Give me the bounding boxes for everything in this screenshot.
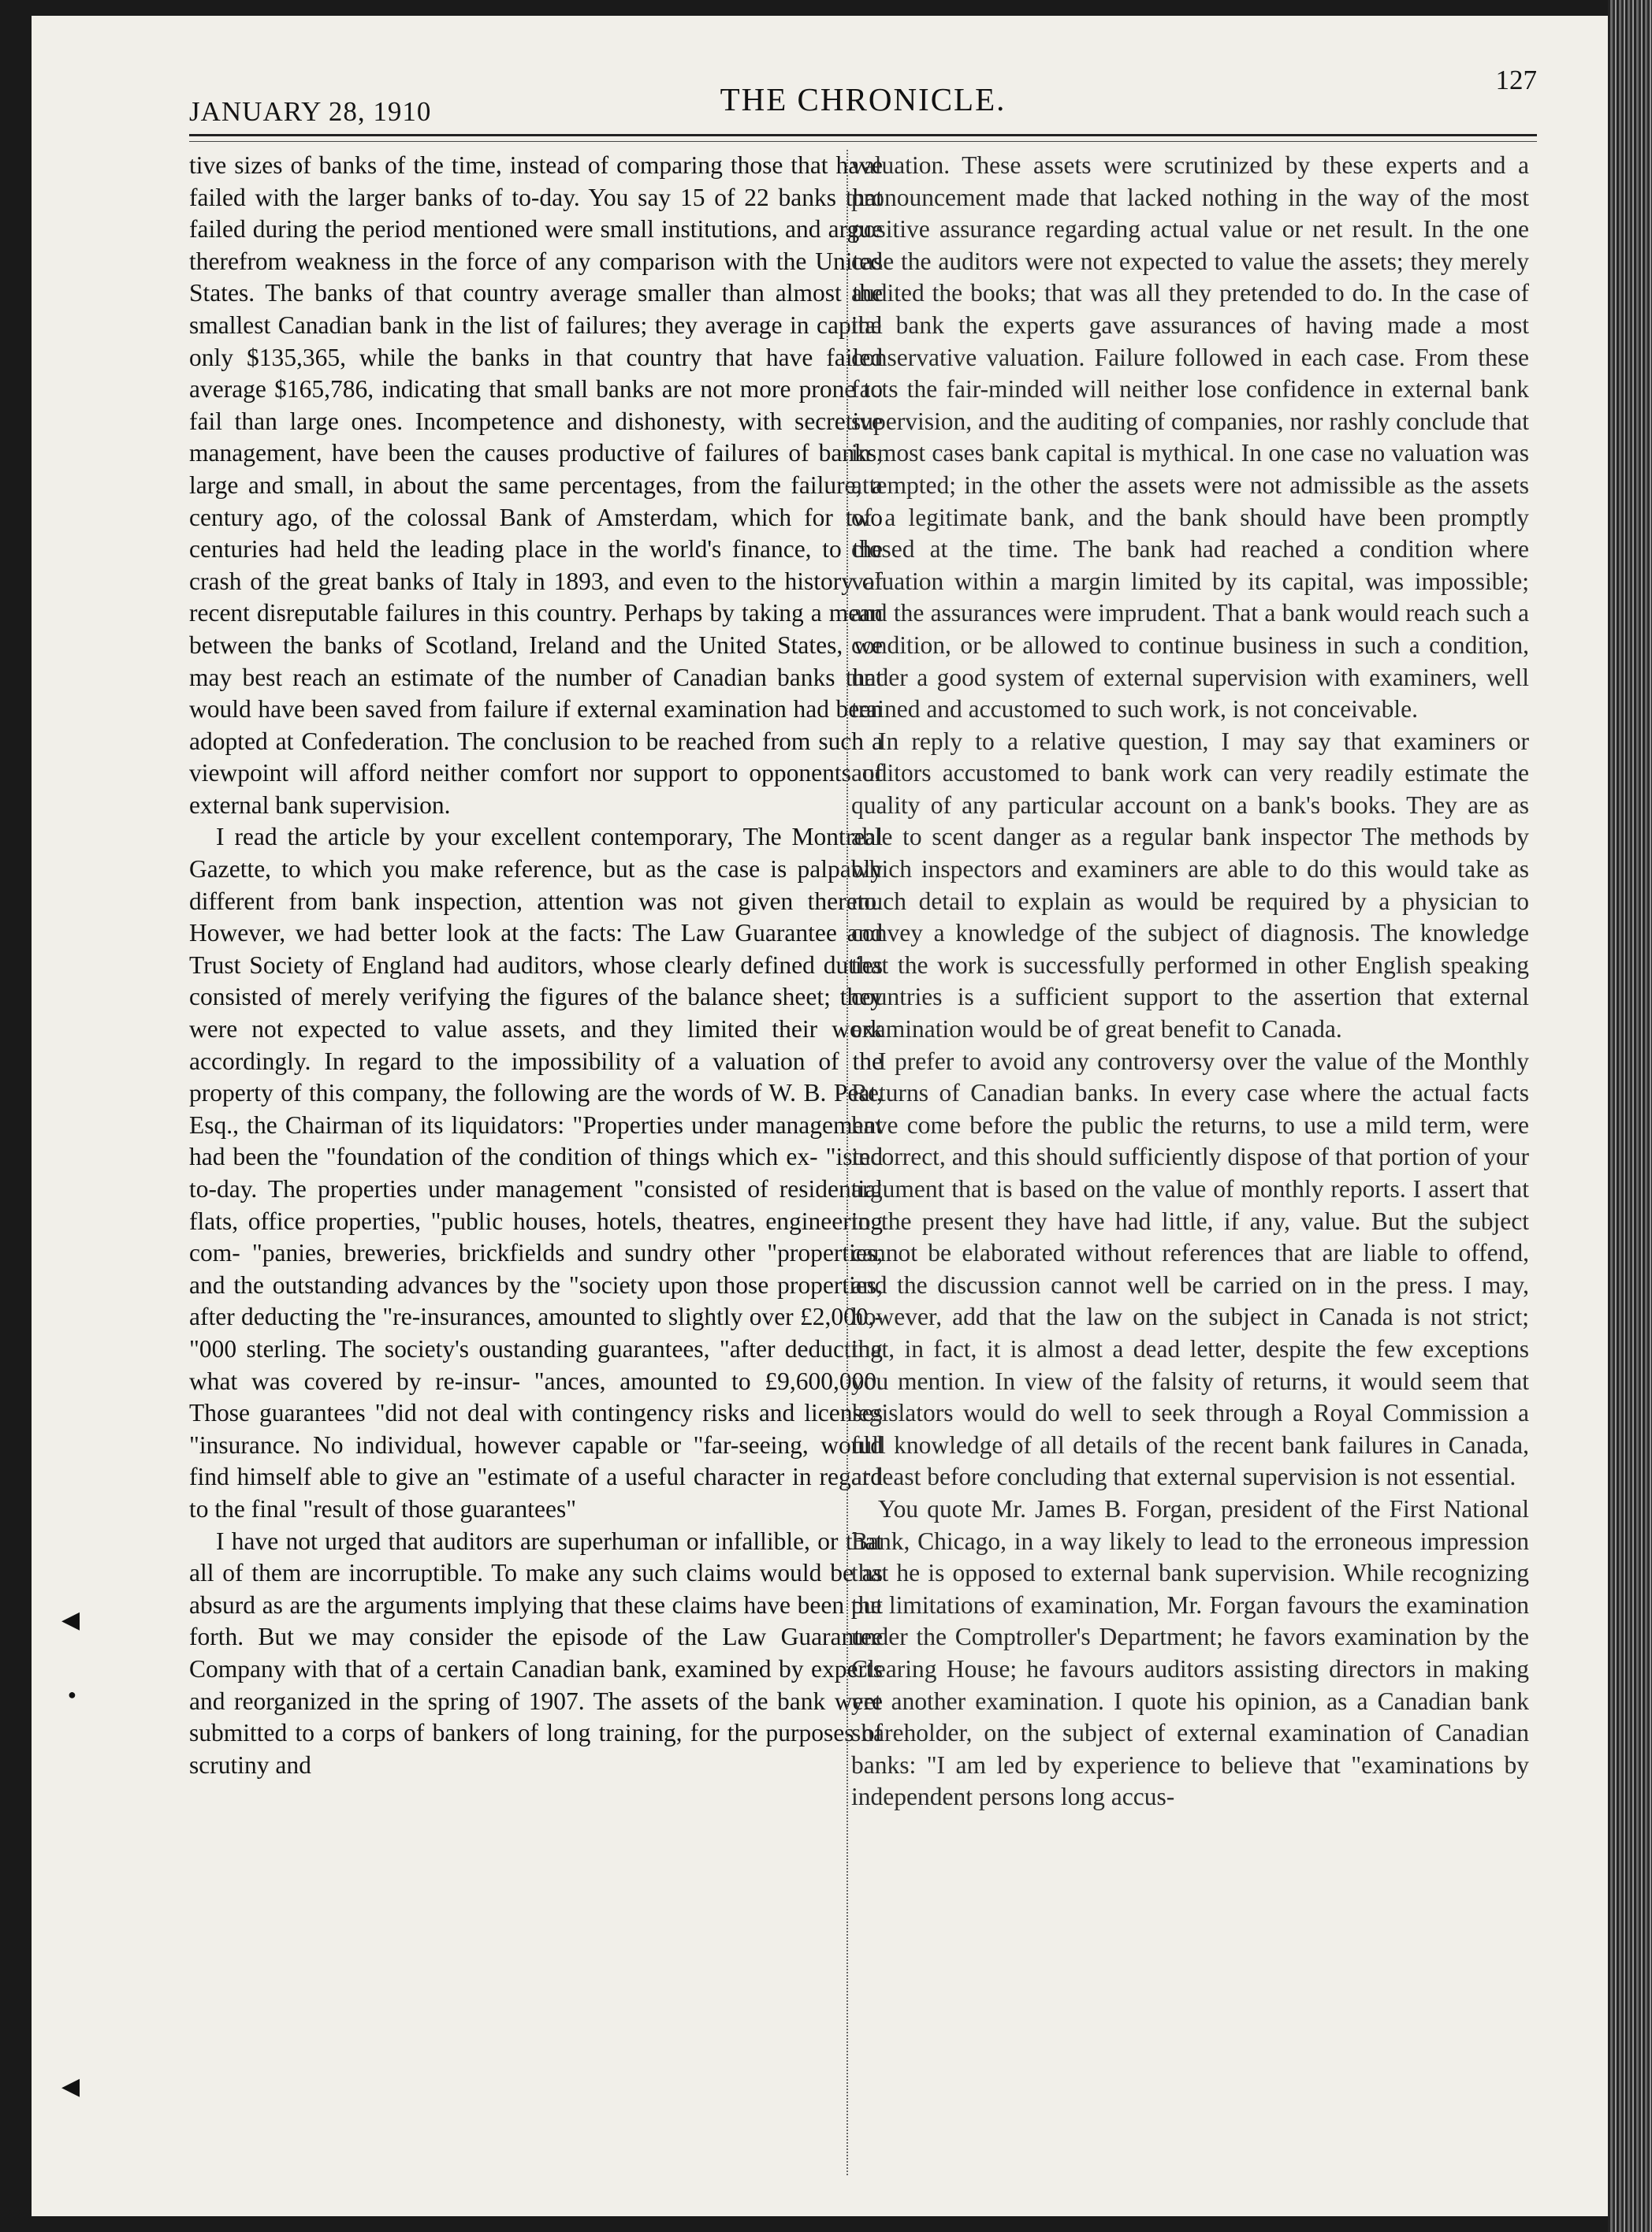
page-header: [189, 47, 1537, 134]
header-title: THE CHRONICLE.: [720, 81, 1006, 117]
paragraph: valuation. These assets were scrutinized by these experts and a pronouncement made that lacked nothing in the way of the most positive assurance regarding actual value or net result. In the one case the auditors were not expected to value the assets; they merely audited the books; that was all they pretended to do. In the case of the bank the experts gave assurances of having made a most conservative valuation. Failure followed in each case. From these facts the fair-minded will neither lose confidence in external bank supervision, and the auditing of companies, nor rashly conclude that in most cases bank capital is mythical. In one case no valuation was attempted; in the other the assets were not admissible as the assets of a legitimate bank, and the bank should have been promptly closed at the time. The bank had reached a condition where valuation within a margin limited by its capital, was impossible; and the assurances were imprudent. That a bank would reach such a condition, or be allowed to continue business in such a condition, under a good system of external supervision with examiners, well trained and accustomed to such work, is not conceivable.: [851, 151, 1529, 724]
binding-mark-icon: ◀: [61, 2074, 80, 2100]
paragraph: I read the article by your excellent contemporary, The Montreal Gazette, to which you make reference, but as the case is palpably different from bank inspection, attention was not given thereto. However, we had better look at the facts: The Law Guarantee and Trust Society of England had auditors, whose clearly defined duties consisted of merely verifying the figures of the balance sheet; they were not expected to value assets, and they limited their work accordingly. In regard to the impossibility of a valuation of the property of this company, the following are the words of W. B. Peat, Esq., the Chairman of its liquidators: "Properties under management had been the "foundation of the condition of things which ex- "isted to-day. The properties under management "consisted of residential flats, office properties, "public houses, hotels, theatres, engineering com- "panies, breweries, brickfields and sundry other "properties, and the outstanding advances by the "society upon those properties, after deducting the "re-insurances, amounted to slightly over £2,000,- "000 sterling. The society's oustanding guarantees, "after deducting what was covered by re-insur- "ances, amounted to £9,600,000. Those guarantees "did not deal with contingency risks and licenses "insurance. No individual, however capable or "far-seeing, would find himself able to give an "estimate of a useful character in regard to the final "result of those guarantees": [189, 823, 883, 1523]
page-number: 127: [1495, 65, 1537, 95]
paragraph: In reply to a relative question, I may say that examiners or auditors accustomed to bank work can very readily estimate the quality of any particular account on a bank's books. They are as able to scent danger as a regular bank inspector The methods by which inspectors and examiners are able to do this would take as much detail to explain as would be required by a physician to convey a knowledge of the subject of diagnosis. The knowledge that the work is successfully performed in other English speaking countries is a sufficient support to the assertion that external examination would be of great benefit to Canada.: [851, 727, 1529, 1043]
newspaper-page: [32, 16, 1608, 2216]
paragraph: I have not urged that auditors are superhuman or infallible, or that all of them are incorruptible. To make any such claims would be as absurd as are the arguments implying that these claims have been put forth. But we may consider the episode of the Law Guarantee Company with that of a certain Canadian bank, examined by experts and reorganized in the spring of 1907. The assets of the bank were submitted to a corps of bankers of long training, for the purposes of scrutiny and: [189, 1527, 883, 1779]
paragraph: You quote Mr. James B. Forgan, president of the First National Bank, Chicago, in a way likely to lead to the erroneous impression that he is opposed to external bank supervision. While recognizing the limitations of examination, Mr. Forgan favours the examination under the Comptroller's Department; he favors examination by the Clearing House; he favours auditors assisting directors in making yet another examination. I quote his opinion, as a Canadian bank shareholder, on the subject of external examination of Canadian banks: "I am led by experience to believe that "examinations by independent persons long accus-: [851, 1494, 1529, 1811]
right-column: [851, 150, 1529, 1814]
header-rule: [189, 134, 1537, 142]
header-date: JANUARY 28, 1910: [189, 96, 432, 127]
column-divider: [846, 150, 848, 2175]
binding-mark-icon: ◀: [61, 1607, 80, 1633]
paragraph: tive sizes of banks of the time, instead of comparing those that have failed with the larger banks of to-day. You say 15 of 22 banks that failed during the period mentioned were small institutions, and argue therefrom weakness in the force of any comparison with the United States. The banks of that country average smaller than almost the smallest Canadian bank in the list of failures; they average in capital only $135,365, while the banks in that country that have failed average $165,786, indicating that small banks are not more prone to fail than large ones. Incompetence and dishonesty, with secretive management, have been the causes productive of failures of banks, large and small, in about the same percentages, from the failure, a century ago, of the colossal Bank of Amsterdam, which for two centuries had held the leading place in the world's finance, to the crash of the great banks of Italy in 1893, and even to the history of recent disreputable failures in this country. Perhaps by taking a mean between the banks of Scotland, Ireland and the United States, we may best reach an estimate of the number of Canadian banks that would have been saved from failure if external examination had been adopted at Confederation. The conclusion to be reached from such a viewpoint will afford neither comfort nor support to opponents of external bank supervision.: [189, 151, 883, 819]
binding-dot-icon: ●: [68, 1687, 76, 1702]
left-column: [189, 150, 883, 1781]
page-stack-edge: [1608, 0, 1652, 2232]
paragraph: I prefer to avoid any controversy over the value of the Monthly Returns of Canadian banks. In every case where the actual facts have come before the public the returns, to use a mild term, were incorrect, and this should sufficiently dispose of that portion of your argument that is based on the value of monthly reports. I assert that to the present they have had little, if any, value. But the subject cannot be elaborated without references that are liable to offend, and the discussion cannot well be carried on in the press. I may, however, add that the law on the subject in Canada is not strict; that, in fact, it is almost a dead letter, despite the few exceptions you mention. In view of the falsity of returns, it would seem that legislators would do well to seek through a Royal Commission a full knowledge of all details of the recent bank failures in Canada, at least before concluding that external supervision is not essential.: [851, 1047, 1529, 1491]
